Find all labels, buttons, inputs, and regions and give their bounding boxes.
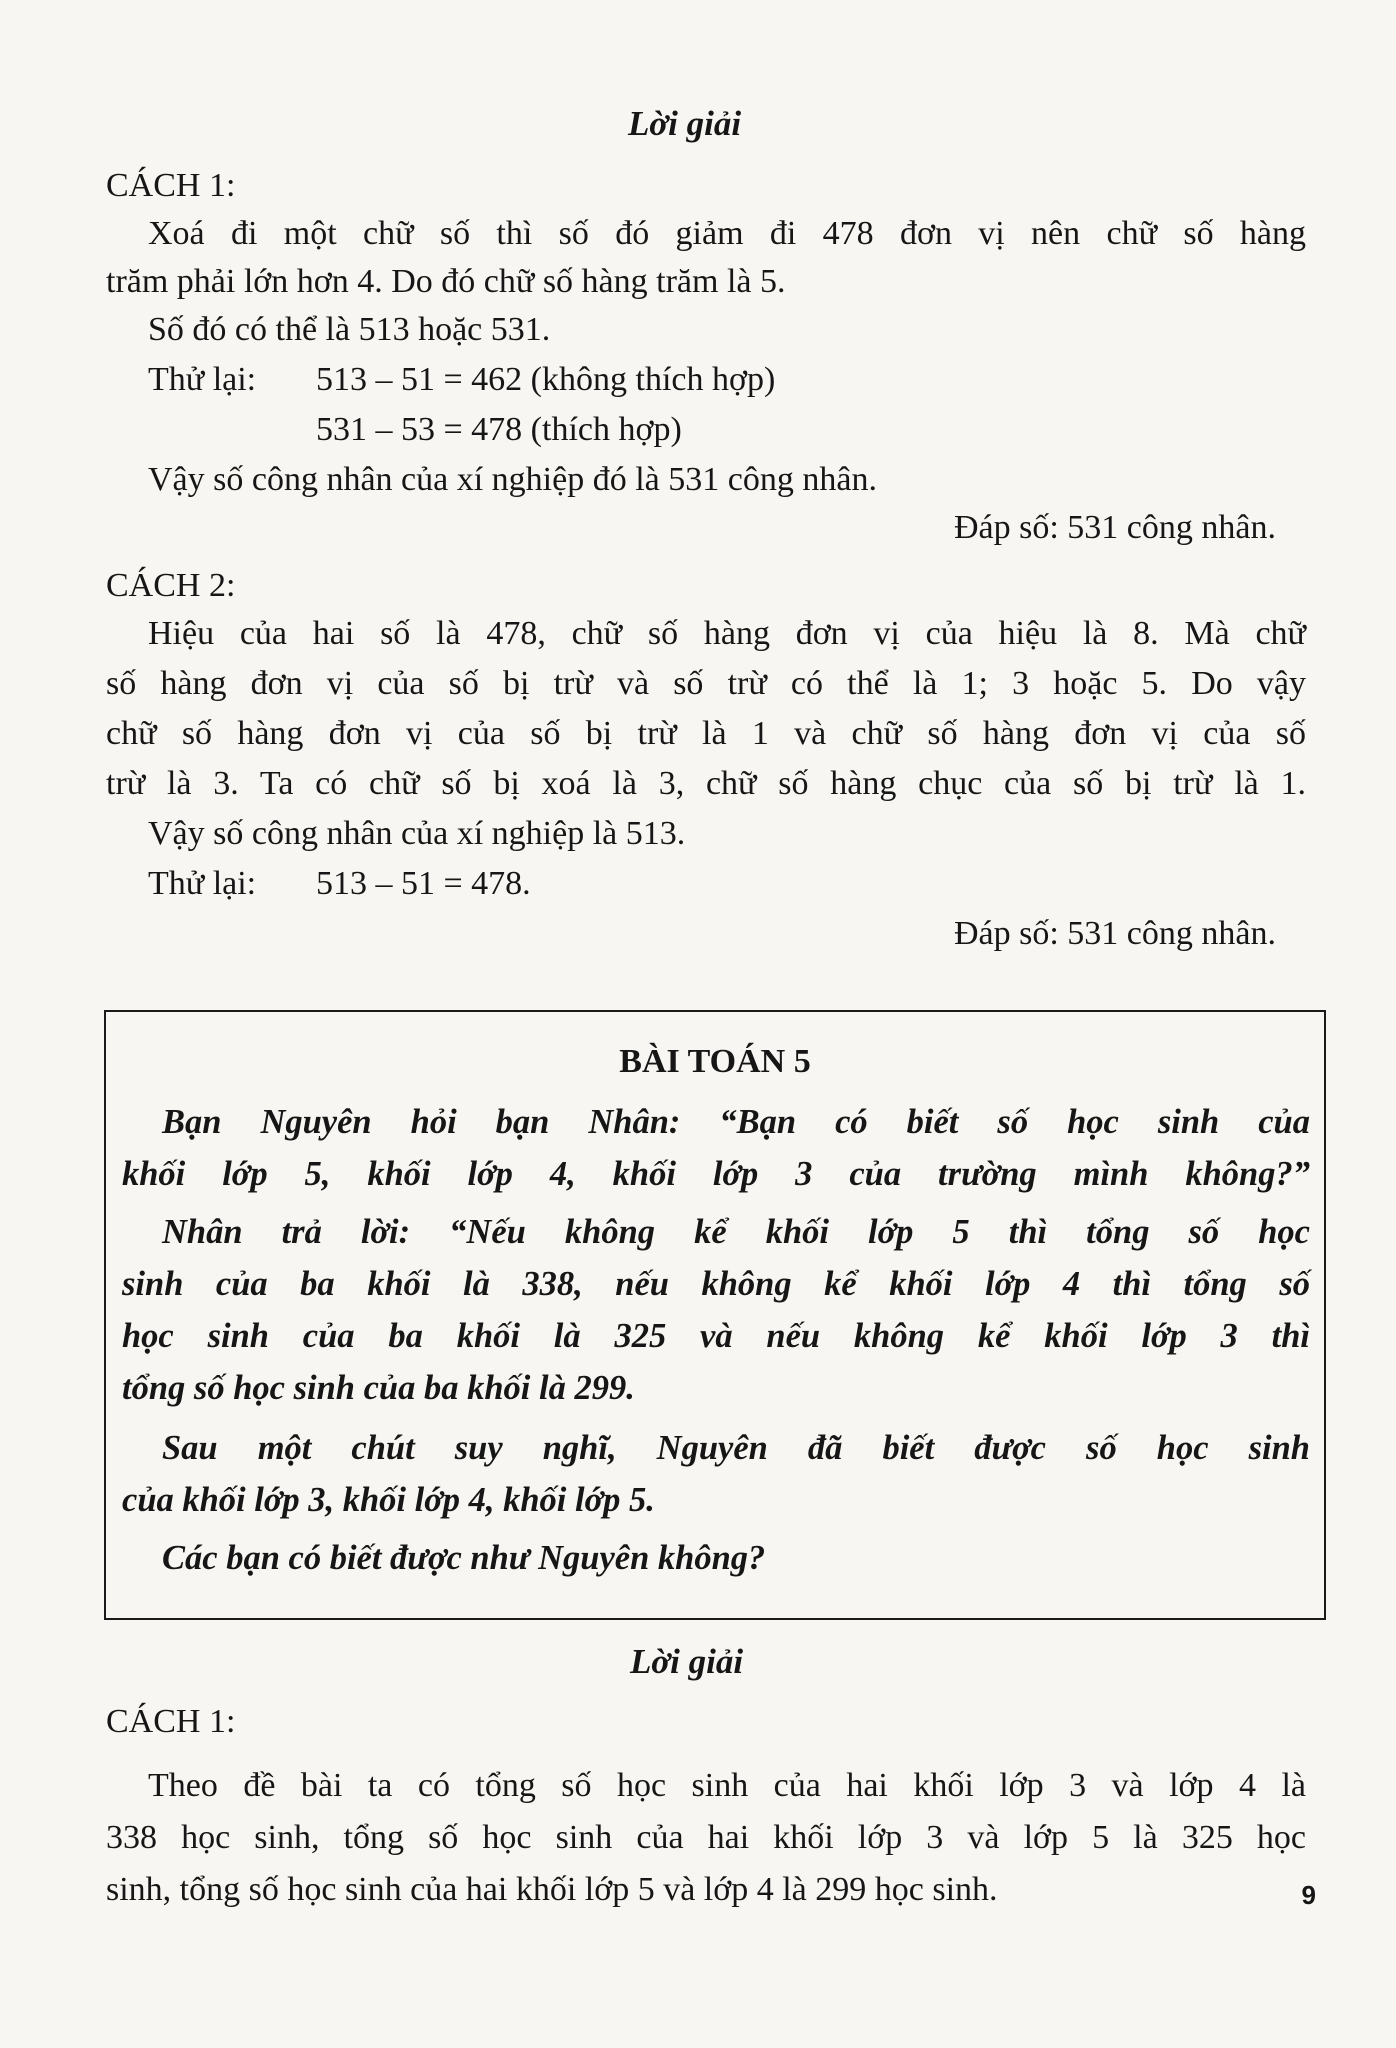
method-1-answer: Đáp số: 531 công nhân. bbox=[953, 509, 1276, 546]
problem-line: sinh của ba khối là 338, nếu không kể khối lớp 4 thì tổng số bbox=[122, 1265, 1310, 1303]
page-number: 9 bbox=[1301, 1880, 1316, 1910]
method-1-check-1: 513 – 51 = 462 (không thích hợp) bbox=[316, 361, 776, 398]
problem-line: Bạn Nguyên hỏi bạn Nhân: “Bạn có biết số học sinh của bbox=[162, 1103, 1310, 1141]
method-2-answer: Đáp số: 531 công nhân. bbox=[953, 915, 1276, 952]
problem-line: Sau một chút suy nghĩ, Nguyên đã biết được số học sinh bbox=[162, 1429, 1310, 1467]
method-2-paragraph-line: Hiệu của hai số là 478, chữ số hàng đơn vị của hiệu là 8. Mà chữ bbox=[148, 615, 1306, 652]
method-2-check: 513 – 51 = 478. bbox=[316, 865, 531, 902]
solution-paragraph-line: sinh, tổng số học sinh của hai khối lớp 5 và lớp 4 là 299 học sinh. bbox=[106, 1871, 998, 1908]
problem-line: học sinh của ba khối là 325 và nếu không kể khối lớp 3 thì bbox=[122, 1317, 1310, 1355]
solution-paragraph-line: Theo đề bài ta có tổng số học sinh của hai khối lớp 3 và lớp 4 là bbox=[148, 1767, 1306, 1804]
method-1-paragraph-line: Xoá đi một chữ số thì số đó giảm đi 478 đơn vị nên chữ số hàng bbox=[148, 215, 1306, 252]
solution-paragraph-line: 338 học sinh, tổng số học sinh của hai khối lớp 3 và lớp 5 là 325 học bbox=[106, 1819, 1306, 1856]
method-2-label: CÁCH 2: bbox=[106, 567, 236, 604]
problem-line: của khối lớp 3, khối lớp 4, khối lớp 5. bbox=[122, 1481, 655, 1519]
method-1-conclusion: Vậy số công nhân của xí nghiệp đó là 531 công nhân. bbox=[148, 461, 877, 498]
problem-title: BÀI TOÁN 5 bbox=[619, 1043, 811, 1080]
method-1-paragraph-line: trăm phải lớn hơn 4. Do đó chữ số hàng trăm là 5. bbox=[106, 263, 786, 300]
method-2-paragraph-line: chữ số hàng đơn vị của số bị trừ là 1 và chữ số hàng đơn vị của số bbox=[106, 715, 1306, 752]
method-1-label: CÁCH 1: bbox=[106, 1703, 236, 1740]
method-1-check-label: Thử lại: bbox=[148, 361, 257, 398]
solution-heading: Lời giải bbox=[628, 104, 742, 143]
problem-box bbox=[104, 1010, 1326, 1620]
method-2-paragraph-line: số hàng đơn vị của số bị trừ và số trừ có thể là 1; 3 hoặc 5. Do vậy bbox=[106, 665, 1306, 702]
problem-line: tổng số học sinh của ba khối là 299. bbox=[122, 1369, 635, 1407]
method-1-check-2: 531 – 53 = 478 (thích hợp) bbox=[316, 411, 682, 448]
problem-line: khối lớp 5, khối lớp 4, khối lớp 3 của trường mình không?” bbox=[122, 1155, 1310, 1193]
method-1-label: CÁCH 1: bbox=[106, 167, 236, 204]
problem-line: Nhân trả lời: “Nếu không kể khối lớp 5 thì tổng số học bbox=[162, 1213, 1310, 1251]
solution-heading: Lời giải bbox=[630, 1642, 744, 1681]
method-2-check-label: Thử lại: bbox=[148, 865, 257, 902]
problem-line: Các bạn có biết được như Nguyên không? bbox=[162, 1539, 766, 1577]
method-2-paragraph-line: trừ là 3. Ta có chữ số bị xoá là 3, chữ số hàng chục của số bị trừ là 1. bbox=[106, 765, 1306, 802]
method-1-possible-numbers: Số đó có thể là 513 hoặc 531. bbox=[148, 311, 551, 348]
method-2-conclusion: Vậy số công nhân của xí nghiệp là 513. bbox=[148, 815, 686, 852]
